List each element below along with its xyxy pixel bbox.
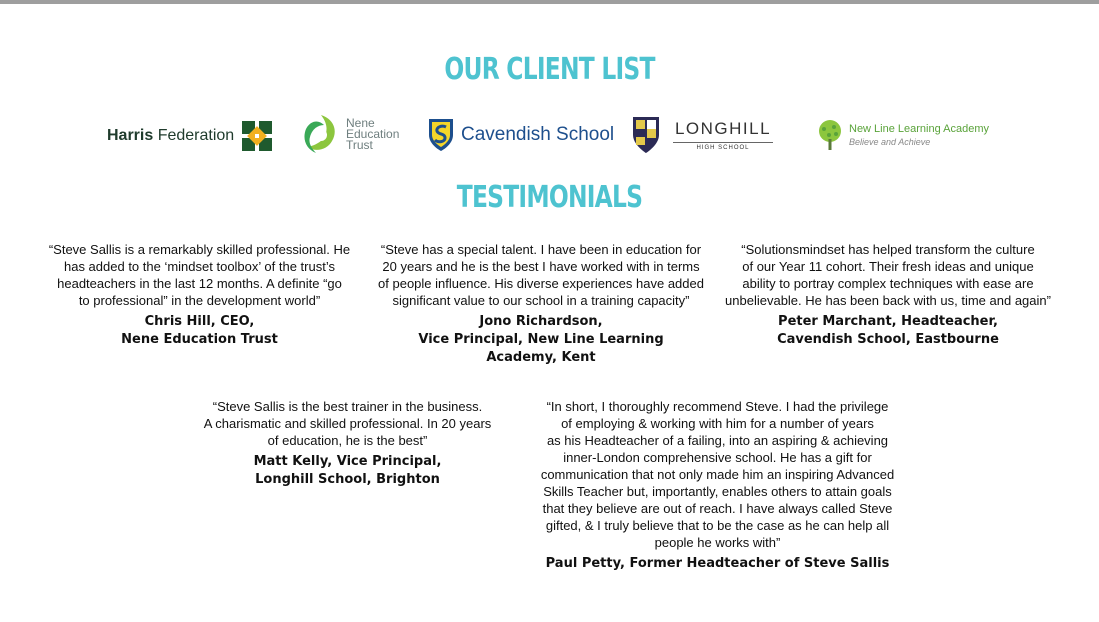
longhill-crest-icon bbox=[631, 115, 661, 155]
nene-education-trust-logo bbox=[302, 110, 399, 158]
testimonial-quote: “Solutionsmindset has helped transform the culture of our Year 11 cohort. Their fresh ideas and unique ability to portray complex techniques with ease are unbelievable. He has been back with us, time and again” bbox=[725, 242, 1051, 308]
testimonial-quote: “In short, I thoroughly recommend Steve. I had the privilege of employing & working with him for a number of years as his Headteacher of a failing, into an aspiring & achieving inner-London comprehensive school. He has a gift for communication that not only made him an inspiring Advanced Skills Teacher but, importantly, enables others to attain goals that they believe are out of reach. I have always called Steve gifted, & I truly believe that to be the case as he can help all people he works with” bbox=[540, 399, 895, 550]
harris-federation-logo bbox=[107, 121, 274, 151]
testimonial-author: Jono Richardson, Vice Principal, New Line Learning Academy, Kent bbox=[418, 314, 664, 365]
testimonial bbox=[37, 241, 362, 349]
nene-wordmark: Nene Education Trust bbox=[346, 115, 400, 152]
testimonial bbox=[718, 241, 1058, 349]
testimonial-author: Matt Kelly, Vice Principal, Longhill School, Brighton bbox=[253, 454, 442, 487]
testimonial-quote: “Steve Sallis is the best trainer in the business. A charismatic and skilled professional. In 20 years of education, he is the best” bbox=[203, 399, 492, 448]
cavendish-wordmark: Cavendish School bbox=[461, 124, 615, 145]
harris-square-icon bbox=[240, 121, 274, 151]
testimonial-author: Paul Petty, Former Headteacher of Steve Sallis bbox=[545, 556, 890, 571]
testimonial-author: Peter Marchant, Headteacher, Cavendish School, Eastbourne bbox=[777, 314, 999, 347]
new-line-learning-academy-logo bbox=[815, 119, 989, 151]
nene-swirl-icon bbox=[302, 111, 340, 157]
tree-icon bbox=[815, 119, 845, 151]
longhill-wordmark: LONGHILL HIGH SCHOOL bbox=[674, 119, 772, 151]
testimonial bbox=[372, 241, 710, 367]
testimonial bbox=[525, 398, 910, 573]
testimonial-quote: “Steve has a special talent. I have been in education for 20 years and he is the best I have worked with in terms of people influence. His diverse experiences have added significant value to our school in a training capacity” bbox=[378, 242, 704, 308]
testimonials-heading: TESTIMONIALS bbox=[456, 180, 643, 215]
cavendish-shield-icon bbox=[427, 117, 455, 153]
cavendish-school-logo bbox=[427, 116, 614, 154]
longhill-school-logo bbox=[631, 114, 773, 156]
testimonial-author: Chris Hill, CEO, Nene Education Trust bbox=[121, 314, 278, 347]
new-line-wordmark: New Line Learning Academy Believe and Achieve bbox=[849, 123, 990, 147]
client-list-heading: OUR CLIENT LIST bbox=[444, 52, 655, 87]
top-border bbox=[0, 0, 1099, 4]
testimonial-quote: “Steve Sallis is a remarkably skilled professional. He has added to the ‘mindset toolbox’ of the trust’s headteachers in the last 12 months. A definite “go to professional” in the development world” bbox=[48, 242, 351, 308]
testimonial bbox=[195, 398, 500, 489]
harris-federation-wordmark: Harris Federation bbox=[107, 127, 235, 144]
